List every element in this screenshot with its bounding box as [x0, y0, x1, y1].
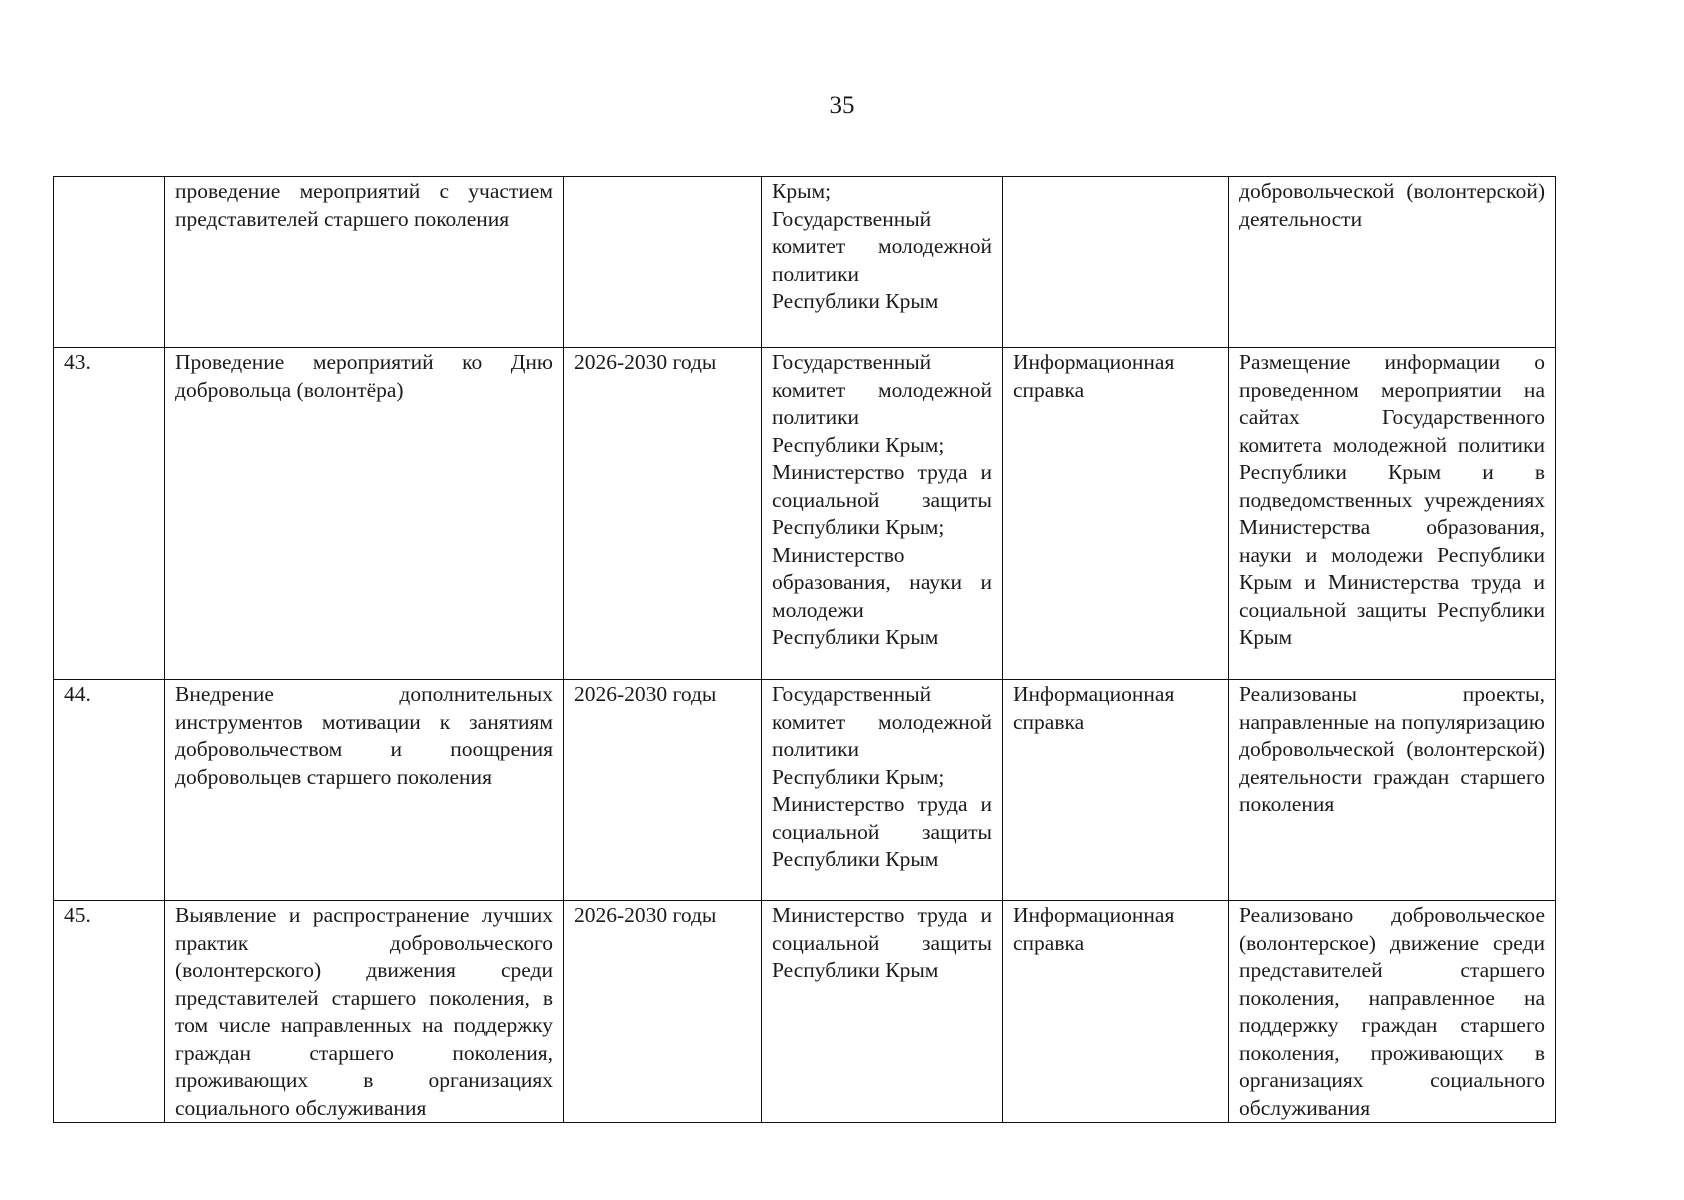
event-cell: проведение мероприятий с участием представителей старшего поколения: [165, 177, 564, 348]
row-number-cell: 43.: [54, 348, 165, 680]
result-cell: добровольческой (волонтерской) деятельности: [1229, 177, 1556, 348]
document-cell: Информационная справка: [1003, 348, 1229, 680]
executor-cell: Министерство труда и социальной защиты Республики Крым: [762, 901, 1003, 1123]
row-number-cell: 44.: [54, 680, 165, 901]
event-cell: Внедрение дополнительных инструментов мотивации к занятиям добровольчеством и поощрения добровольцев старшего поколения: [165, 680, 564, 901]
event-cell: Проведение мероприятий ко Дню добровольца (волонтёра): [165, 348, 564, 680]
period-cell: 2026-2030 годы: [564, 348, 762, 680]
executor-cell: Крым; Государственный комитет молодежной политики Республики Крым: [762, 177, 1003, 348]
measures-table: [53, 176, 1556, 1123]
period-cell: [564, 177, 762, 348]
row-number-cell: [54, 177, 165, 348]
page-number: 35: [829, 92, 855, 119]
table-row: [54, 177, 1556, 348]
result-cell: Реализовано добровольческое (волонтерское) движение среди представителей старшего поколения, направленное на поддержку граждан старшего поколения, проживающих в организациях социального обслуживания: [1229, 901, 1556, 1123]
table-row: [54, 680, 1556, 901]
table-row: [54, 348, 1556, 680]
document-cell: Информационная справка: [1003, 901, 1229, 1123]
executor-cell: Государственный комитет молодежной политики Республики Крым; Министерство труда и социальной защиты Республики Крым; Министерство образования, науки и молодежи Республики Крым: [762, 348, 1003, 680]
executor-cell: Государственный комитет молодежной политики Республики Крым; Министерство труда и социальной защиты Республики Крым: [762, 680, 1003, 901]
result-cell: Размещение информации о проведенном мероприятии на сайтах Государственного комитета молодежной политики Республики Крым и в подведомственных учреждениях Министерства образования, науки и молодежи Республики Крым и Министерства труда и социальной защиты Республики Крым: [1229, 348, 1556, 680]
period-cell: 2026-2030 годы: [564, 901, 762, 1123]
table-row: [54, 901, 1556, 1123]
document-cell: [1003, 177, 1229, 348]
result-cell: Реализованы проекты, направленные на популяризацию добровольческой (волонтерской) деятельности граждан старшего поколения: [1229, 680, 1556, 901]
document-cell: Информационная справка: [1003, 680, 1229, 901]
event-cell: Выявление и распространение лучших практик добровольческого (волонтерского) движения среди представителей старшего поколения, в том числе направленных на поддержку граждан старшего поколения, проживающих в организациях социального обслуживания: [165, 901, 564, 1123]
row-number-cell: 45.: [54, 901, 165, 1123]
period-cell: 2026-2030 годы: [564, 680, 762, 901]
